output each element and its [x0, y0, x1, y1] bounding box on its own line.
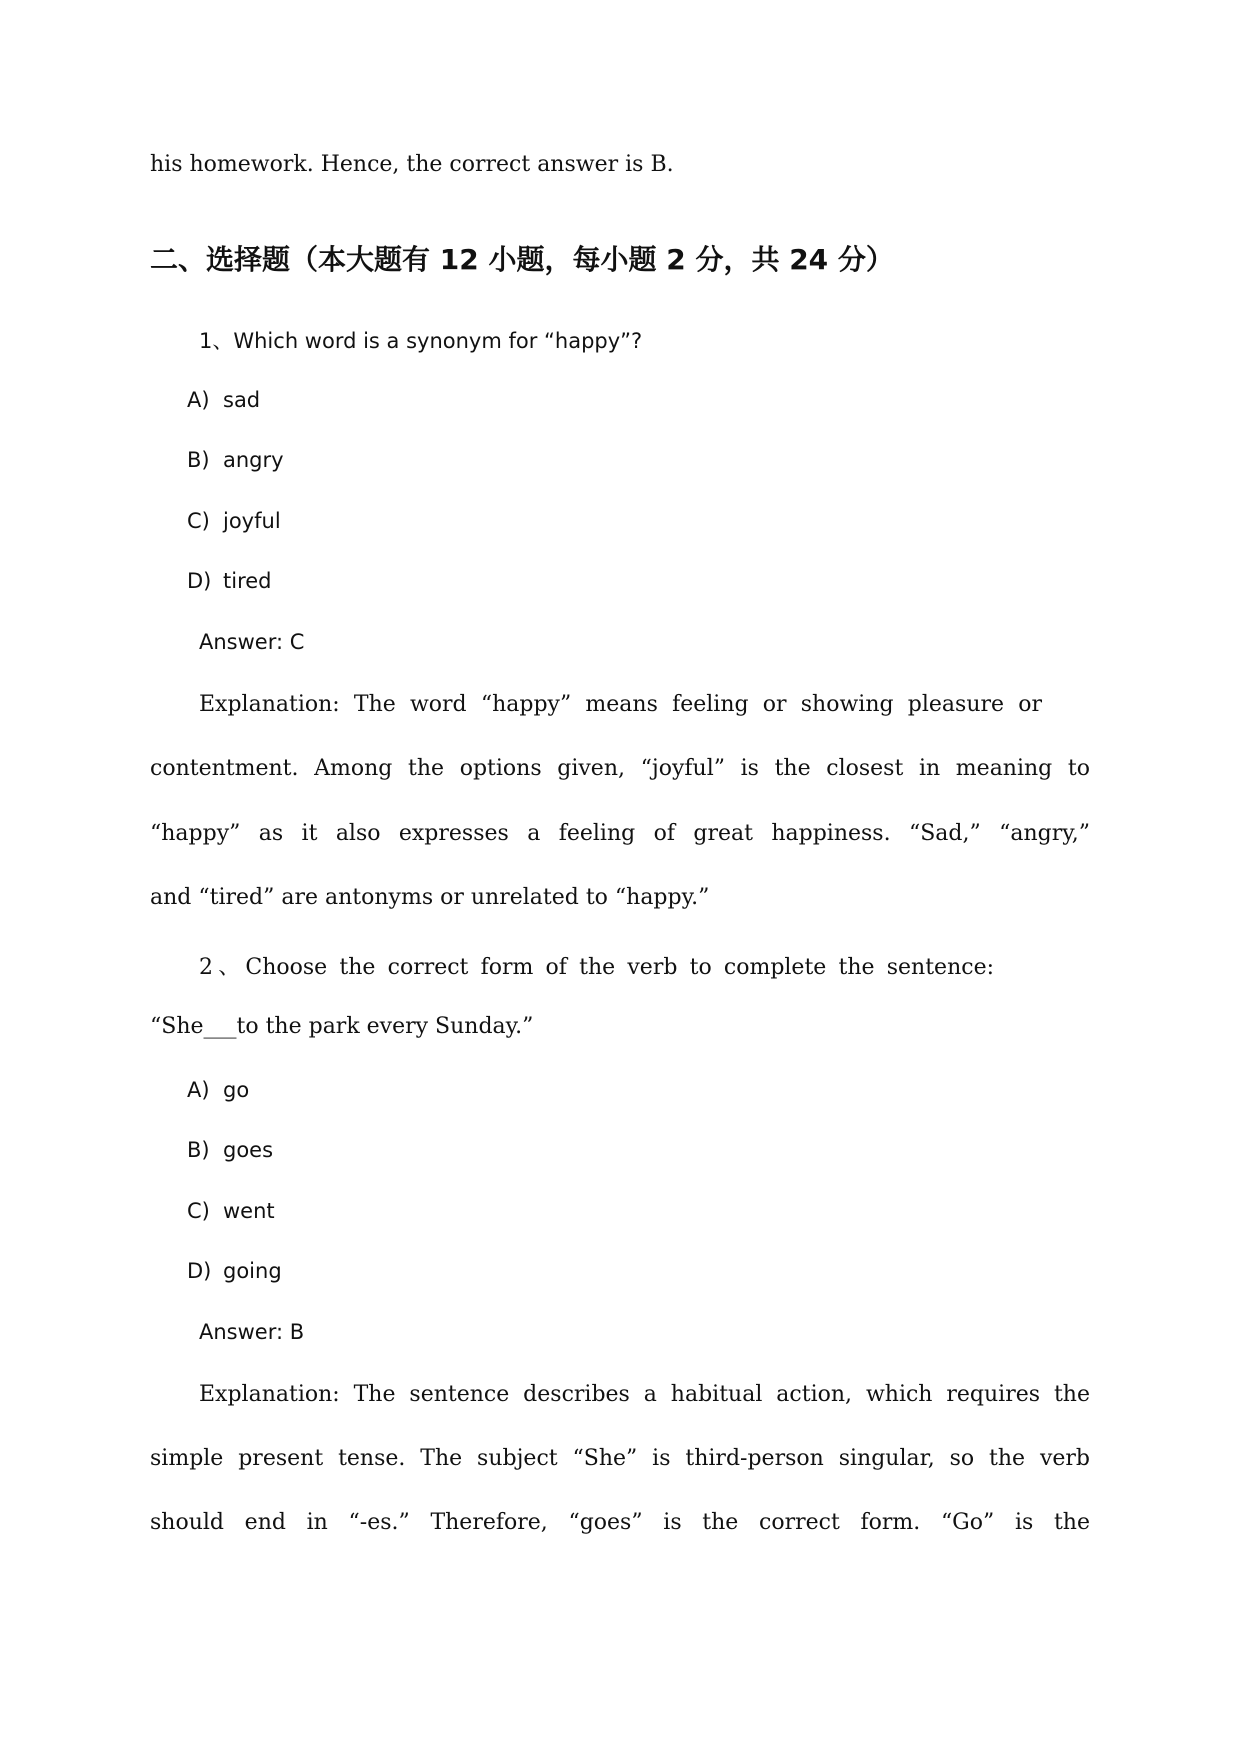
- option-letter: B): [187, 1138, 210, 1162]
- option-text: angry: [223, 448, 284, 472]
- option-letter: D): [187, 1259, 212, 1283]
- question-2-explanation-line-2: simple present tense. The subject “She” is third-person singular, so the verb: [150, 1446, 1090, 1471]
- option-letter: C): [187, 509, 210, 533]
- question-2-option-b: [187, 1138, 273, 1162]
- question-1-explanation-line-1: Explanation: The word “happy” means feeling or showing pleasure or: [199, 692, 1042, 717]
- option-text: sad: [223, 388, 261, 412]
- option-text: going: [223, 1259, 282, 1283]
- question-2-text-line-2: “She___to the park every Sunday.”: [150, 1014, 534, 1039]
- question-2-explanation-line-3: should end in “-es.” Therefore, “goes” is the correct form. “Go” is the: [150, 1510, 1090, 1535]
- option-letter: A): [187, 1078, 210, 1102]
- question-1-explanation-line-4: and “tired” are antonyms or unrelated to “happy.”: [150, 885, 710, 910]
- question-2-option-a: [187, 1078, 249, 1102]
- option-text: went: [223, 1199, 275, 1223]
- question-2-explanation-line-1: Explanation: The sentence describes a habitual action, which requires the: [199, 1382, 1090, 1407]
- question-1-option-d: [187, 569, 272, 593]
- option-text: joyful: [223, 509, 281, 533]
- question-2-option-d: [187, 1259, 282, 1283]
- question-1-option-c: [187, 509, 281, 533]
- previous-answer-text: his homework. Hence, the correct answer is B.: [150, 152, 674, 177]
- option-text: goes: [223, 1138, 274, 1162]
- option-letter: B): [187, 448, 210, 472]
- question-1-text: 1、Which word is a synonym for “happy”?: [199, 329, 643, 353]
- section-heading: 二、选择题（本大题有 12 小题，每小题 2 分，共 24 分）: [150, 243, 894, 276]
- question-2-answer: Answer: B: [199, 1320, 305, 1344]
- question-2-option-c: [187, 1199, 275, 1223]
- question-1-option-a: [187, 388, 260, 412]
- question-1-option-b: [187, 448, 284, 472]
- question-2-text-line-1: 2、Choose the correct form of the verb to complete the sentence:: [199, 955, 994, 980]
- question-1-answer: Answer: C: [199, 630, 305, 654]
- option-letter: C): [187, 1199, 210, 1223]
- question-1-explanation-line-2: contentment. Among the options given, “joyful” is the closest in meaning to: [150, 756, 1090, 781]
- option-letter: D): [187, 569, 212, 593]
- option-text: tired: [223, 569, 272, 593]
- option-text: go: [223, 1078, 250, 1102]
- question-1-explanation-line-3: “happy” as it also expresses a feeling of great happiness. “Sad,” “angry,”: [150, 821, 1090, 846]
- option-letter: A): [187, 388, 210, 412]
